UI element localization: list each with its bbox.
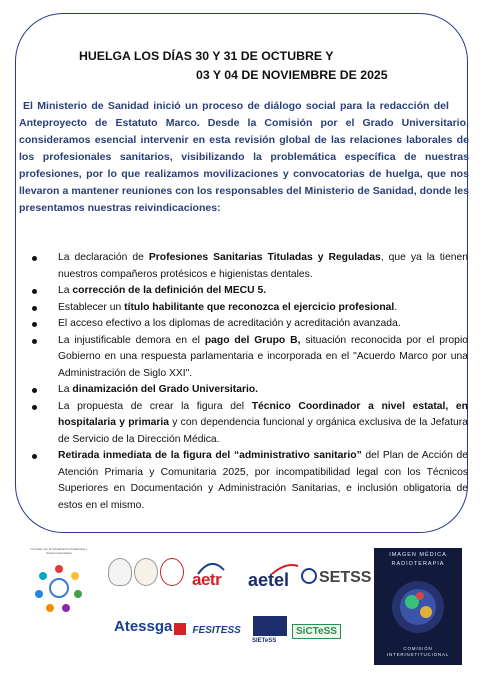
strike-title-line2: 03 Y 04 DE NOVIEMBRE DE 2025 — [196, 68, 388, 82]
aetel-swoosh-icon — [270, 562, 300, 576]
demand-item: Establecer un título habilitante que reconozca el ejercicio profesional. — [20, 300, 468, 317]
strike-title-line1: HUELGA LOS DÍAS 30 Y 31 DE OCTUBRE Y — [79, 49, 334, 63]
comision-logo: Comisión por la Actualización Académica y Grado Universitario — [30, 548, 88, 620]
aetel-logo: aetel — [248, 570, 290, 590]
demand-item: La declaración de Profesiones Sanitarias Tituladas y Reguladas, que ya la tienen nuestros compañeros protésicos e higienistas dentales. — [20, 250, 468, 283]
intro-paragraph — [19, 98, 469, 217]
demands-list — [20, 250, 468, 514]
setss-logo: SETSS — [301, 568, 371, 587]
demand-item: El acceso efectivo a los diplomas de acreditación y acreditación avanzada. — [20, 316, 468, 333]
sictess-logo: SiCTeSS — [292, 624, 341, 639]
demand-item: La propuesta de crear la figura del Técnico Coordinador a nivel estatal, en hospitalaria y primaria y con dependencia funcional y orgánica exclusiva de la Jefatura de Servicio de la Dirección Médica. — [20, 399, 468, 449]
imagen-medica-logo: IMAGEN MÉDICA RADIOTERAPIA COMISIÓN INTERINSTITUCIONAL — [374, 548, 462, 665]
demand-item: Retirada inmediata de la figura del “administrativo sanitario” del Plan de Acción de Atención Primaria y Comunitaria 2025, por incompatibilidad legal con los Técnicos Superiores en Documentación y Administración Sanitarias, e inclusión obligatoria de estos en el mismo. — [20, 448, 468, 514]
demand-item: La injustificable demora en el pago del Grupo B, situación reconocida por el propio Gobierno en una respuesta parlamentaria e incorporada en el "Acuerdo Marco por una Administración de Siglo XXI". — [20, 333, 468, 383]
logo-strip — [0, 540, 486, 673]
intro-sentence-2: Anteproyecto de Estatuto Marco. Desde la Comisión por el Grado Universitario, consideramos esencial intervenir en esta revisión global de las relaciones laborales de los profesionales sanitarios, visibilizando la problemática específica de nuestras profesiones, por lo que realizamos movilizaciones y convocatorias de huelga, que nos llevaron a mantener reuniones con los responsables del Ministerio de Sanidad, donde les presentamos nuestras reivindicaciones: — [19, 117, 469, 214]
sietess-label: SIETeSS — [252, 638, 277, 644]
demand-item: La corrección de la definición del MECU 5. — [20, 283, 468, 300]
demand-item: La dinamización del Grado Universitario. — [20, 382, 468, 399]
aetr-logo: aetr — [192, 570, 222, 589]
fesitess-logo: FESITESS — [174, 620, 241, 638]
sietess-logo — [253, 616, 287, 636]
aetr-swirl-icon — [196, 560, 226, 582]
atessga-logo: Atessga — [114, 618, 173, 635]
seal-logo-1 — [108, 558, 132, 586]
intro-sentence-1: El Ministerio de Sanidad inició un proceso de diálogo social para la redacción del — [23, 100, 449, 112]
seal-logo-3 — [160, 558, 184, 586]
seal-logo-2 — [134, 558, 158, 586]
